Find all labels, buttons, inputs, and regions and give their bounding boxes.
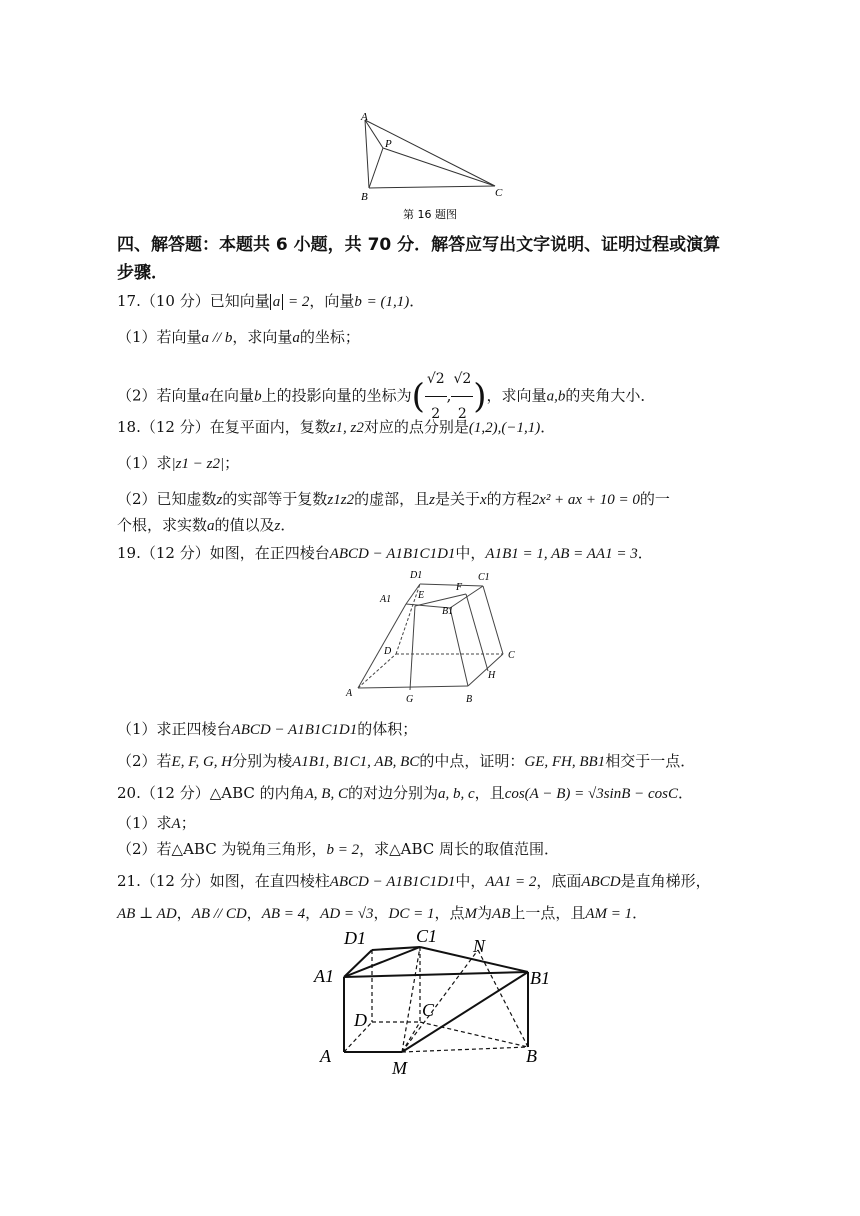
figure-19-drawing bbox=[338, 566, 528, 706]
section-heading-cont: 步骤． bbox=[117, 263, 168, 283]
q21-stem-cont: AB ⊥ AD，AB // CD，AB = 4，AD = √3，DC = 1，点M为AB上一点，且AM = 1． bbox=[117, 904, 648, 922]
figure-16-drawing bbox=[345, 108, 515, 228]
figure-16 bbox=[345, 108, 515, 228]
q17-fraction-2: $\frac{√2}{2}$ bbox=[451, 362, 473, 431]
fig19-label-d1: D1 bbox=[410, 570, 423, 581]
q17-stem: 17.（10 分）已知向量 a = 2，向量b = (1,1)． bbox=[117, 292, 425, 310]
section-heading: 四、解答题：本题共 6 小题，共 70 分．解答应写出文字说明、证明过程或演算 bbox=[117, 235, 721, 255]
fig19-label-b1: B1 bbox=[442, 606, 454, 617]
q19-stem: 19.（12 分）如图，在正四棱台ABCD − A1B1C1D1中，A1B1 = 1, AB = AA1 = 3． bbox=[117, 544, 653, 562]
q18-part2: （2）已知虚数z的实部等于复数z1z2的虚部，且z是关于x的方程2x² + ax + 10 = 0的一 bbox=[117, 490, 670, 508]
fig21-label-a1: A1 bbox=[314, 966, 334, 986]
fig21-label-b: B bbox=[526, 1046, 537, 1066]
q17-part1: （1）若向量a // b，求向量a的坐标； bbox=[117, 328, 360, 346]
q19-part1: （1）求正四棱台ABCD − A1B1C1D1的体积； bbox=[117, 720, 418, 738]
fig19-label-d: D bbox=[384, 646, 392, 657]
fig21-label-a: A bbox=[320, 1046, 331, 1066]
q20-part1: （1）求A； bbox=[117, 814, 196, 832]
q18-part1: （1）求|z1 − z2|； bbox=[117, 454, 240, 472]
fig19-label-c1: C1 bbox=[478, 572, 490, 583]
fig19-label-a1: A1 bbox=[380, 594, 392, 605]
q20-part2: （2）若△ABC 为锐角三角形，b = 2，求△ABC 周长的取值范围． bbox=[117, 840, 560, 858]
fig21-label-d: D bbox=[354, 1010, 367, 1030]
fig16-label-p: P bbox=[385, 138, 392, 150]
fig19-label-c: C bbox=[508, 650, 515, 661]
q17-abs-a: a bbox=[270, 294, 284, 310]
q18-stem: 18.（12 分）在复平面内，复数z1, z2对应的点分别是(1,2),(−1,1)． bbox=[117, 418, 556, 436]
figure-19 bbox=[338, 566, 528, 706]
figure-21-drawing bbox=[310, 922, 560, 1082]
q17-part2: （2）若向量a在向量b上的投影向量的坐标为( $\frac{√2}{2}$ , $\frac{√2}{2}$ )，求向量a,b的夹角大小． bbox=[117, 362, 747, 431]
fig21-label-m: M bbox=[392, 1058, 407, 1078]
q17-fraction-1: $\frac{√2}{2}$ bbox=[425, 362, 447, 431]
fig16-caption: 第 16 题图 bbox=[403, 208, 457, 221]
fig19-label-h: H bbox=[488, 670, 496, 681]
fig21-label-d1: D1 bbox=[344, 928, 366, 948]
fig19-label-e: E bbox=[418, 590, 425, 601]
fig21-label-b1: B1 bbox=[530, 968, 550, 988]
fig19-label-b: B bbox=[466, 694, 473, 705]
q20-stem: 20.（12 分）△ABC 的内角A, B, C的对边分别为a, b, c，且cos(A − B) = √3sinB − cosC． bbox=[117, 784, 694, 802]
fig21-label-n: N bbox=[473, 936, 486, 956]
q19-part2: （2）若E, F, G, H分别为棱A1B1, B1C1, AB, BC的中点，证明：GE, FH, BB1相交于一点． bbox=[117, 752, 696, 770]
fig19-label-a: A bbox=[346, 688, 353, 699]
fig16-label-c: C bbox=[495, 187, 503, 199]
fig21-label-c: C bbox=[422, 1000, 435, 1020]
fig19-label-f: F bbox=[456, 582, 463, 593]
q18-part2-cont: 个根，求实数a的值以及z． bbox=[117, 516, 296, 534]
q21-stem: 21.（12 分）如图，在直四棱柱ABCD − A1B1C1D1中，AA1 = 2，底面ABCD是直角梯形， bbox=[117, 872, 711, 890]
fig19-label-g: G bbox=[406, 694, 414, 705]
figure-21 bbox=[310, 922, 560, 1082]
fig16-label-a: A bbox=[361, 111, 368, 123]
fig21-label-c1: C1 bbox=[416, 926, 438, 946]
fig16-label-b: B bbox=[361, 191, 368, 203]
